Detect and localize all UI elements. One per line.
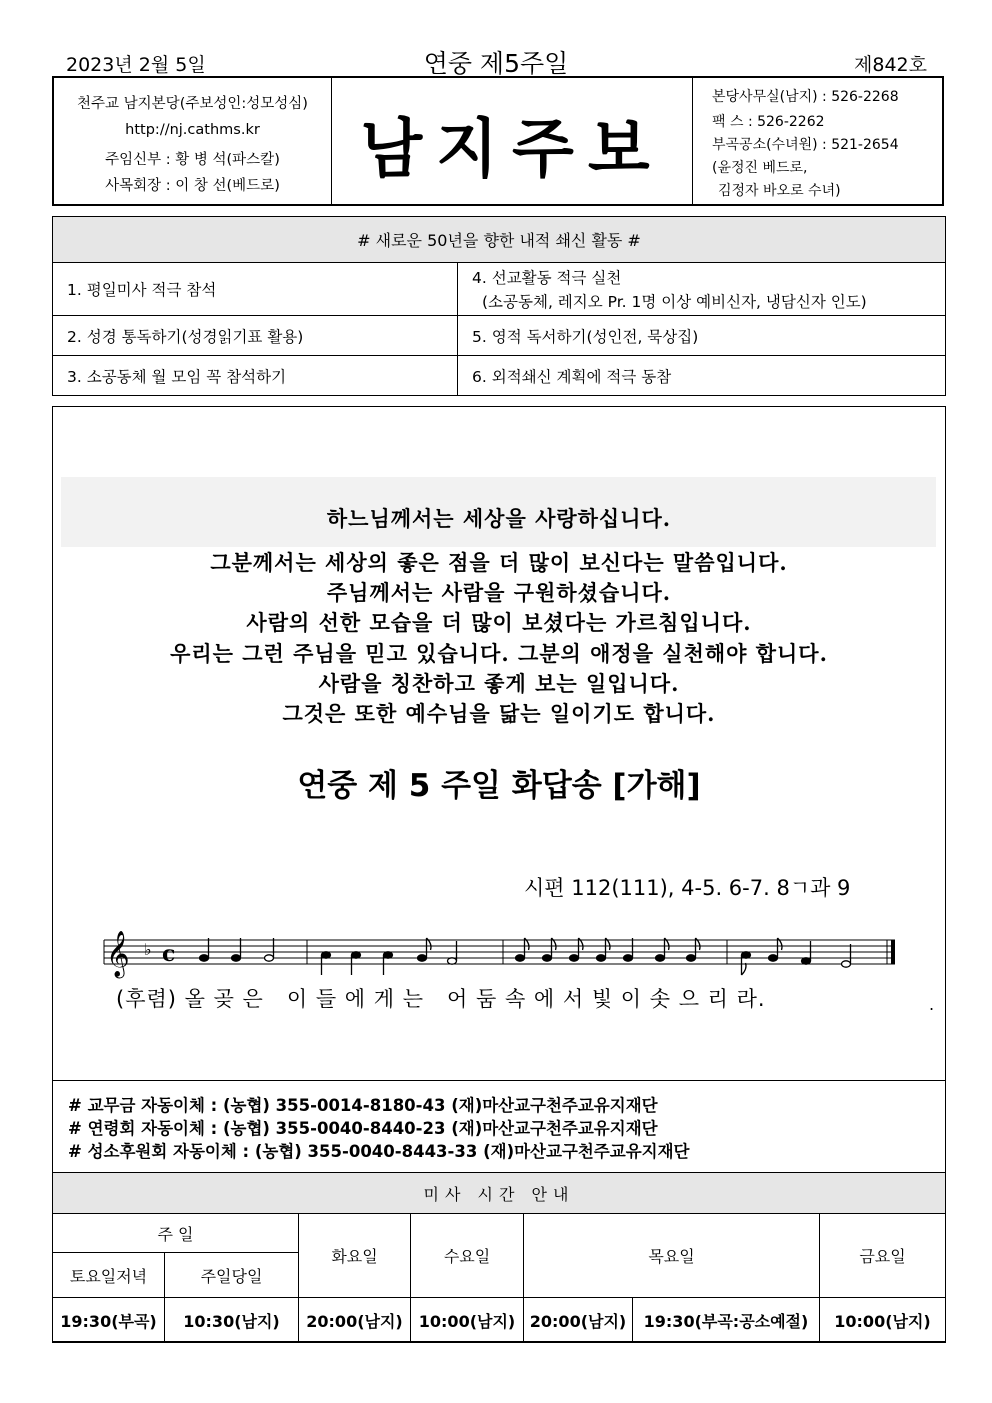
tuesday-header: 화요일: [299, 1214, 411, 1298]
header-box: [52, 76, 944, 206]
pastor: 주임신부 : 황 병 석(파스칼): [105, 152, 280, 168]
mass-schedule-title: 미사 시간 안내: [53, 1173, 946, 1214]
renewal-item-4: [458, 263, 946, 316]
music-staff: [100, 920, 900, 980]
mass-time: 10:00(남지): [411, 1298, 524, 1343]
saturday-evening-header: 토요일저녁: [53, 1253, 165, 1298]
renewal-item-6: 6. 외적쇄신 계획에 적극 동참: [458, 356, 946, 396]
message-line: 사람을 칭찬하고 좋게 보는 일입니다.: [318, 671, 680, 696]
transfer-line: # 교무금 자동이체 : (농협) 355-0014-8180-43 (재)마산교구천주교유지재단: [68, 1096, 658, 1115]
sunday-header: 주 일: [53, 1214, 299, 1253]
issue-number: 제842호: [854, 54, 927, 76]
trailing-dot: .: [929, 995, 935, 1014]
message-line: 하느님께서는 세상을 사랑하십니다.: [326, 506, 672, 531]
bulletin-date: 2023년 2월 5일: [66, 54, 206, 76]
parish-url[interactable]: http://nj.cathms.kr: [125, 122, 260, 138]
mass-time: 10:00(남지): [820, 1298, 946, 1343]
bulletin-title: 연중 제5주일: [423, 49, 569, 78]
office-phone: 본당사무실(남지) : 526-2268: [712, 89, 899, 105]
renewal-heading: # 새로운 50년을 향한 내적 쇄신 활동 #: [53, 217, 946, 263]
friday-header: 금요일: [820, 1214, 946, 1298]
message-line: 그분께서는 세상의 좋은 점을 더 많이 보신다는 말씀입니다.: [210, 550, 788, 575]
renewal-table: [52, 216, 946, 396]
message-line: 주님께서는 사람을 구원하셨습니다.: [326, 580, 672, 605]
fax-number: 팩 스 : 526-2262: [712, 114, 825, 130]
music-notes: [200, 938, 851, 975]
council-president: 사목회장 : 이 창 선(베드로): [105, 178, 280, 194]
renewal-item-4-detail: (소공동체, 레지오 Pr. 1명 이상 예비신자, 냉담신자 인도): [482, 293, 867, 311]
sunday-day-header: 주일당일: [165, 1253, 299, 1298]
flat-icon: ♭: [144, 940, 152, 959]
parish-info: [54, 78, 332, 204]
psalm-reference: 시편 112(111), 4-5. 6-7. 8ㄱ과 9: [524, 876, 851, 900]
mass-time: 10:30(남지): [165, 1298, 299, 1343]
transfer-line: # 성소후원회 자동이체 : (농협) 355-0040-8443-33 (재)마산교구천주교유지재단: [68, 1142, 690, 1161]
renewal-item-2: 2. 성경 통독하기(성경읽기표 활용): [53, 316, 458, 356]
mass-time: 19:30(부곡): [53, 1298, 165, 1343]
sisters-line-2: 김정자 바오로 수녀): [718, 183, 841, 199]
parish-name: 천주교 남지본당(주보성인:성모성심): [77, 96, 308, 112]
renewal-item-4-title: 4. 선교활동 적극 실천: [472, 269, 622, 287]
renewal-item-3: 3. 소공동체 월 모임 꼭 참석하기: [53, 356, 458, 396]
masthead: 남지주보: [360, 112, 664, 187]
transfer-divider: [52, 1080, 946, 1081]
mass-time: 20:00(남지): [524, 1298, 633, 1343]
message-line: 사람의 선한 모습을 더 많이 보셨다는 가르침입니다.: [246, 610, 752, 635]
message-line: 그것은 또한 예수님을 닮는 일이기도 합니다.: [282, 701, 716, 726]
mass-schedule-table: [52, 1172, 946, 1343]
treble-clef-icon: [106, 931, 130, 979]
masthead-box: [332, 78, 693, 204]
branch-phone: 부곡공소(수녀원) : 521-2654: [712, 137, 899, 153]
thursday-header: 목요일: [524, 1214, 820, 1298]
mass-time: 19:30(부곡:공소예절): [633, 1298, 820, 1343]
renewal-item-1: 1. 평일미사 적극 참석: [53, 263, 458, 316]
transfer-line: # 연령회 자동이체 : (농협) 355-0040-8440-23 (재)마산교구천주교유지재단: [68, 1119, 658, 1138]
common-time-icon: c: [162, 941, 176, 967]
renewal-item-5: 5. 영적 독서하기(성인전, 묵상집): [458, 316, 946, 356]
message-line: 우리는 그런 주님을 믿고 있습니다. 그분의 애정을 실천해야 합니다.: [170, 641, 828, 666]
sisters-line-1: (윤정진 베드로,: [712, 160, 808, 176]
svg-text:𝄞: 𝄞: [106, 931, 130, 977]
refrain-lyrics: (후렴) 올 곶 은 이 들 에 게 는 어 둠 속 에 서 빛 이 솟 으 리 라.: [116, 987, 766, 1011]
mass-time: 20:00(남지): [299, 1298, 411, 1343]
psalm-title: 연중 제 5 주일 화답송 [가해]: [297, 768, 701, 804]
wednesday-header: 수요일: [411, 1214, 524, 1298]
contact-info: [694, 78, 944, 204]
